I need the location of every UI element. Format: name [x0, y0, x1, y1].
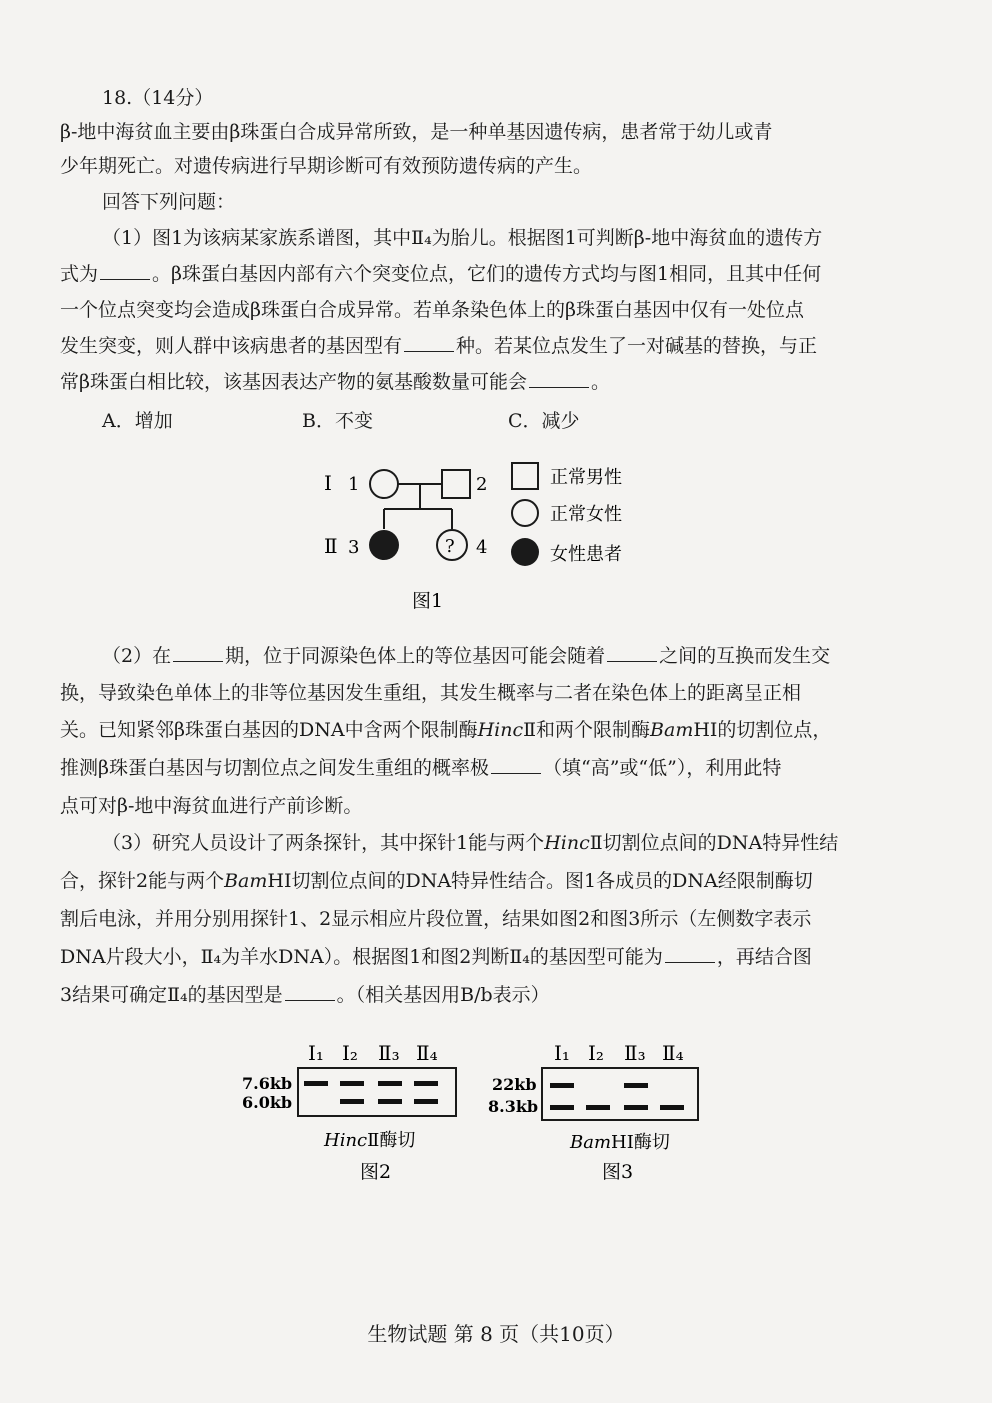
answer-prompt: 回答下列问题：	[102, 191, 236, 213]
lane-label: Ⅰ₂	[342, 1041, 358, 1065]
enzyme-label: HincⅡ酶切	[324, 1130, 416, 1151]
part1-line-1: （1）图1为该病某家族系谱图，其中Ⅱ₄为胎儿。根据图1可判断β-地中海贫血的遗传方	[102, 227, 823, 249]
option-a[interactable]: A．增加	[102, 410, 173, 432]
legend-affected-female: 女性患者	[550, 544, 622, 565]
option-c[interactable]: C．减少	[508, 410, 580, 432]
member-4-number: 4	[476, 537, 488, 558]
answer-blank[interactable]	[529, 371, 589, 388]
enzyme-bam: Bam	[224, 870, 268, 892]
answer-blank[interactable]	[100, 263, 150, 280]
legend-female-circle	[512, 500, 538, 526]
text: 推测β珠蛋白基因与切割位点之间发生重组的概率极	[60, 757, 489, 779]
option-b[interactable]: B．不变	[302, 410, 373, 432]
member-ii3-affected-female	[369, 530, 399, 560]
gel-band	[414, 1081, 438, 1086]
part3-line-1	[0, 831, 992, 855]
part2-line-1	[0, 644, 992, 668]
legend-affected-circle	[511, 538, 539, 566]
gel-bands	[550, 1083, 684, 1110]
text: 。（相关基因用B/b表示）	[336, 984, 550, 1006]
legend-male-square	[512, 463, 538, 489]
enzyme-hinc: Hinc	[477, 719, 524, 741]
text: Ⅱ切割位点间的DNA特异性结	[589, 832, 839, 854]
member-3-number: 3	[348, 537, 360, 558]
lane-label: Ⅱ₄	[416, 1041, 438, 1065]
answer-blank[interactable]	[404, 335, 454, 352]
gel-frame	[298, 1068, 456, 1116]
text: （2）在	[102, 645, 172, 667]
part1-line-5	[0, 370, 992, 394]
lane-label: Ⅰ₂	[588, 1041, 604, 1065]
answer-blank[interactable]	[491, 757, 541, 774]
member-i2-square	[442, 470, 470, 498]
legend-normal-female: 正常女性	[550, 504, 622, 525]
part3-line-4	[0, 945, 992, 969]
lane-label: Ⅱ₃	[624, 1041, 646, 1065]
part2-line-2: 换，导致染色单体上的非等位基因发生重组，其发生概率与二者在染色体上的距离呈正相	[60, 682, 802, 704]
text: 3结果可确定Ⅱ₄的基因型是	[60, 984, 283, 1006]
text: 式为	[60, 263, 99, 285]
gel-band	[550, 1083, 574, 1088]
answer-blank[interactable]	[607, 645, 657, 662]
intro-line-2: 少年期死亡。对遗传病进行早期诊断可有效预防遗传病的产生。	[60, 155, 593, 177]
part3-line-3: 割后电泳，并用分别用探针1、2显示相应片段位置，结果如图2和图3所示（左侧数字表示	[60, 908, 812, 930]
gel-band	[340, 1081, 364, 1086]
lane-label: Ⅱ₄	[662, 1041, 684, 1065]
text: 期，位于同源染色体上的等位基因可能会随着	[225, 645, 606, 667]
text: （3）研究人员设计了两条探针，其中探针1能与两个	[102, 832, 545, 854]
size-label: 8.3kb	[488, 1097, 539, 1116]
gel-band	[624, 1083, 648, 1088]
part3-line-5	[0, 983, 992, 1007]
part1-line-3: 一个位点突变均会造成β珠蛋白合成异常。若单条染色体上的β珠蛋白基因中仅有一处位点	[60, 299, 804, 321]
gel-band	[550, 1105, 574, 1110]
text: Ⅱ和两个限制酶	[523, 719, 651, 741]
gel-band	[304, 1081, 328, 1086]
lane-label: Ⅰ₁	[554, 1041, 570, 1065]
text: （填“高”或“低”），利用此特	[543, 757, 782, 779]
text: 种。若某位点发生了一对碱基的替换，与正	[456, 335, 818, 357]
figure2-caption: 图2	[360, 1161, 392, 1182]
enzyme-label: BamHⅠ酶切	[570, 1132, 670, 1153]
member-1-number: 1	[348, 474, 360, 495]
enzyme-bam: Bam	[650, 719, 694, 741]
part1-line-4	[0, 334, 992, 358]
text: 之间的互换而发生交	[659, 645, 831, 667]
text: 发生突变，则人群中该病患者的基因型有	[60, 335, 403, 357]
gel-frame	[542, 1068, 698, 1120]
lane-label: Ⅱ₃	[378, 1041, 400, 1065]
text: 关。已知紧邻β珠蛋白基因的DNA中含两个限制酶	[60, 719, 478, 741]
gel-band	[378, 1099, 402, 1104]
text: ，再结合图	[716, 946, 812, 968]
size-label: 6.0kb	[242, 1093, 293, 1112]
gel-band	[414, 1099, 438, 1104]
gel-band	[340, 1099, 364, 1104]
part3-line-2	[0, 869, 992, 893]
answer-blank[interactable]	[173, 645, 223, 662]
gel-band	[624, 1105, 648, 1110]
figure3-gel	[488, 1032, 708, 1182]
lane-label: Ⅰ₁	[308, 1041, 324, 1065]
page-footer: 生物试题 第 8 页（共10页）	[367, 1322, 625, 1346]
gel-bands	[304, 1081, 438, 1104]
answer-blank[interactable]	[665, 946, 715, 963]
part2-line-5: 点可对β-地中海贫血进行产前诊断。	[60, 795, 363, 817]
answer-blank[interactable]	[285, 984, 335, 1001]
text: 。	[591, 371, 611, 393]
member-i1-circle	[370, 470, 398, 498]
part2-line-4	[0, 756, 992, 780]
text: HⅠ的切割位点，	[693, 719, 832, 741]
gel-band	[660, 1105, 684, 1110]
size-label: 22kb	[492, 1075, 537, 1094]
figure3-caption: 图3	[602, 1161, 634, 1182]
text: DNA片段大小，Ⅱ₄为羊水DNA）。根据图1和图2判断Ⅱ₄的基因型可能为	[60, 946, 663, 968]
size-label: 7.6kb	[242, 1074, 293, 1093]
figure1-caption: 图1	[412, 590, 444, 612]
part2-line-3	[0, 718, 992, 742]
question-number: 18.（14分）	[102, 87, 214, 109]
text: 。β珠蛋白基因内部有六个突变位点，它们的遗传方式均与图1相同，且其中任何	[152, 263, 822, 285]
text: HⅠ切割位点间的DNA特异性结合。图1各成员的DNA经限制酶切	[267, 870, 813, 892]
figure1-pedigree	[300, 455, 660, 615]
part1-line-2	[0, 262, 992, 286]
gen-2-label: Ⅱ	[324, 534, 338, 558]
gen-1-label: Ⅰ	[324, 471, 332, 495]
unknown-mark: ?	[445, 536, 455, 557]
figure2-gel	[238, 1032, 468, 1182]
intro-line-1: β-地中海贫血主要由β珠蛋白合成异常所致，是一种单基因遗传病，患者常于幼儿或青	[60, 121, 773, 143]
text: 合，探针2能与两个	[60, 870, 225, 892]
enzyme-hinc: Hinc	[544, 832, 590, 854]
gel-band	[378, 1081, 402, 1086]
member-2-number: 2	[476, 474, 488, 495]
text: 常β珠蛋白相比较，该基因表达产物的氨基酸数量可能会	[60, 371, 527, 393]
gel-band	[586, 1105, 610, 1110]
legend-normal-male: 正常男性	[550, 467, 622, 488]
